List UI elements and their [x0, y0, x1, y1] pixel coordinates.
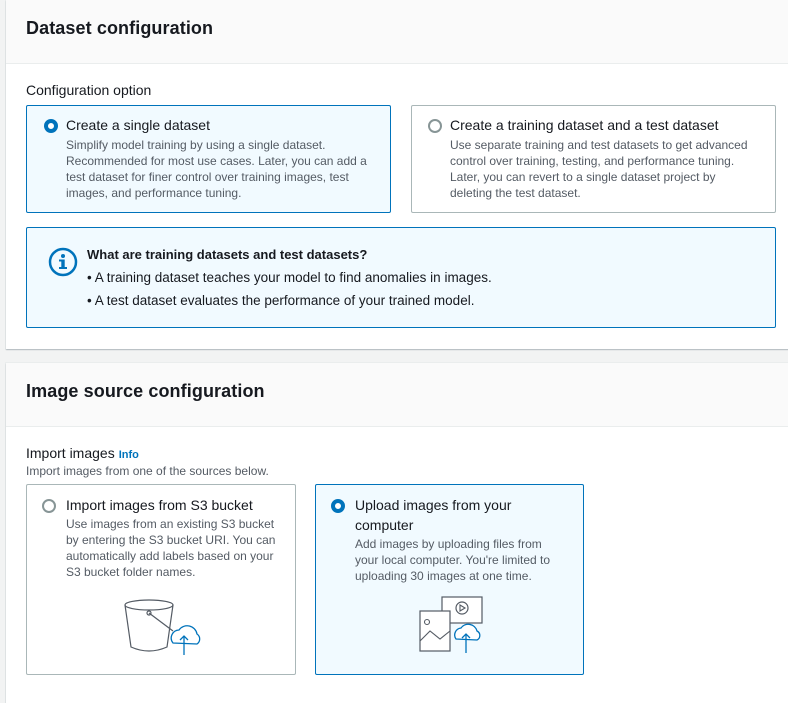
upload-from-computer-title-1: Upload images from your	[355, 497, 512, 513]
training-test-dataset-radio[interactable]	[428, 119, 442, 133]
datasets-info-title: What are training datasets and test datasets?	[87, 247, 368, 262]
single-dataset-desc-4: images, and performance tuning.	[66, 186, 242, 200]
training-test-dataset-desc-4: deleting the test dataset.	[450, 186, 581, 200]
single-dataset-desc-3: test dataset for finer control over training images, test	[66, 170, 349, 184]
training-test-dataset-desc-2: control over training, testing, and performance tuning.	[450, 154, 735, 168]
s3-bucket-option[interactable]	[26, 484, 296, 675]
single-dataset-title: Create a single dataset	[66, 117, 210, 133]
image-source-title: Image source configuration	[26, 381, 265, 401]
single-dataset-desc-2: Recommended for most use cases. Later, you can add a	[66, 154, 367, 168]
computer-images-upload-icon	[416, 593, 488, 659]
training-test-dataset-option[interactable]	[411, 105, 776, 213]
image-source-panel	[6, 363, 788, 703]
s3-bucket-radio[interactable]	[42, 499, 56, 513]
configuration-option-label: Configuration option	[26, 82, 152, 98]
s3-bucket-desc-1: Use images from an existing S3 bucket	[66, 517, 275, 531]
training-test-dataset-desc-1: Use separate training and test datasets to get advanced	[450, 138, 748, 152]
dataset-configuration-title: Dataset configuration	[26, 18, 214, 38]
dataset-configuration-header	[6, 0, 788, 64]
single-dataset-radio[interactable]	[44, 119, 58, 133]
import-images-label	[26, 445, 139, 461]
upload-from-computer-option[interactable]	[315, 484, 584, 675]
single-dataset-option[interactable]	[26, 105, 391, 213]
datasets-info-bullet-1: • A training dataset teaches your model to find anomalies in images.	[87, 270, 492, 285]
s3-bucket-desc-2: by entering the S3 bucket URI. You can	[66, 533, 276, 547]
upload-from-computer-title-2: computer	[355, 517, 414, 533]
training-test-dataset-desc-3: Later, you can revert to a single dataset project by	[450, 170, 716, 184]
upload-from-computer-desc-3: uploading 30 images at one time.	[355, 569, 532, 583]
upload-from-computer-radio[interactable]	[331, 499, 345, 513]
info-circle-icon	[47, 246, 79, 278]
training-test-dataset-title: Create a training dataset and a test dataset	[450, 117, 719, 133]
s3-bucket-desc-4: S3 bucket folder names.	[66, 565, 196, 579]
import-images-label-text: Import images	[26, 445, 115, 461]
import-images-info-link[interactable]: Info	[118, 449, 139, 461]
upload-from-computer-desc-1: Add images by uploading files from	[355, 537, 542, 551]
datasets-info-bullet-2: • A test dataset evaluates the performance of your trained model.	[87, 293, 475, 308]
upload-from-computer-desc-2: your local computer. You're limited to	[355, 553, 551, 567]
s3-bucket-upload-icon	[123, 597, 203, 663]
single-dataset-desc-1: Simplify model training by using a single dataset.	[66, 138, 326, 152]
datasets-info-alert	[26, 227, 776, 328]
import-images-desc: Import images from one of the sources below.	[26, 464, 269, 478]
dataset-configuration-panel	[6, 0, 788, 349]
s3-bucket-desc-3: automatically add labels based on your	[66, 549, 274, 563]
s3-bucket-title: Import images from S3 bucket	[66, 497, 253, 513]
image-source-header	[6, 363, 788, 427]
